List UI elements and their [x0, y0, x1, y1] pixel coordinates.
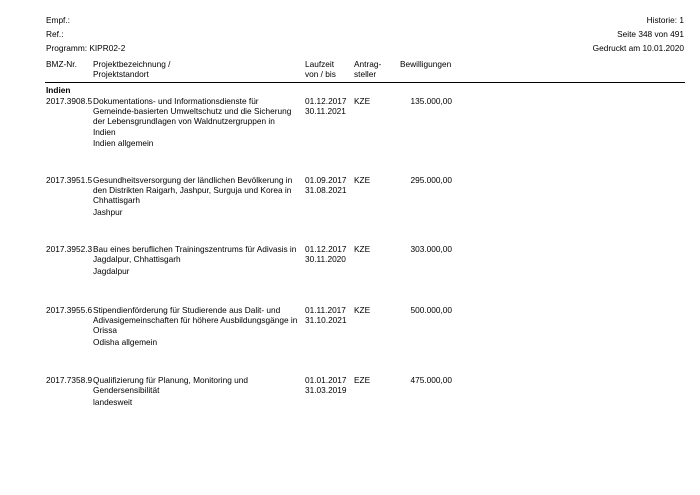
column-header-approvals: Bewilligungen [400, 59, 452, 69]
row-amount: 135.000,00 [410, 96, 452, 106]
row-project-location: Jagdalpur [93, 266, 130, 276]
column-header-project-line1: Projektbezeichnung / [93, 59, 171, 69]
row-title-line: den Distrikten Raigarh, Jashpur, Surguja und Korea in [93, 185, 292, 196]
row-title-line: Jagdalpur, Chhattisgarh [93, 254, 181, 265]
row-bmz-number: 2017.3955.6 [46, 305, 93, 315]
column-header-project [93, 59, 171, 79]
row-bmz-number: 2017.3951.5 [46, 175, 93, 185]
recipient-label: Empf.: [46, 15, 70, 25]
column-header-project-line2: Projektstandort [93, 69, 149, 80]
row-title-line: Adivasigemeinschaften für höhere Ausbildungsgänge in [93, 315, 298, 326]
row-date-from: 01.11.2017 [305, 305, 346, 315]
row-applicant: KZE [354, 244, 371, 254]
row-duration [305, 375, 347, 395]
column-header-applicant-line2: steller [354, 69, 377, 80]
row-duration [305, 96, 347, 116]
column-header-duration-line2: von / bis [305, 69, 336, 80]
history-label: Historie: 1 [646, 15, 684, 25]
row-date-to: 31.10.2021 [305, 315, 347, 326]
row-date-from: 01.12.2017 [305, 96, 347, 106]
row-title-line: Gemeinde-basierten Umweltschutz und die Sicherung [93, 106, 292, 117]
row-project-location: landesweit [93, 397, 133, 407]
row-title-line: Stipendienförderung für Studierende aus Dalit- und [93, 305, 281, 315]
program-label: Programm: KIPR02-2 [46, 43, 126, 53]
row-date-to: 31.08.2021 [305, 185, 347, 196]
page-number: Seite 348 von 491 [617, 29, 684, 39]
row-project-title [93, 375, 248, 395]
row-title-line: Qualifizierung für Planung, Monitoring und [93, 375, 248, 385]
section-heading: Indien [46, 85, 71, 95]
row-project-location: Indien allgemein [93, 138, 154, 148]
row-bmz-number: 2017.3952.3 [46, 244, 93, 254]
row-date-to: 30.11.2021 [305, 106, 346, 117]
row-applicant: KZE [354, 175, 371, 185]
row-project-title [93, 96, 291, 137]
row-title-line: Indien [93, 126, 116, 137]
header-divider [45, 82, 685, 83]
row-applicant: KZE [354, 96, 371, 106]
row-date-to: 31.03.2019 [305, 385, 347, 396]
print-date: Gedruckt am 10.01.2020 [592, 43, 684, 53]
row-project-title [93, 305, 297, 336]
column-header-bmz: BMZ-Nr. [46, 59, 77, 69]
column-header-duration-line1: Laufzeit [305, 59, 335, 69]
row-applicant: EZE [354, 375, 371, 385]
row-duration [305, 305, 347, 325]
row-project-location: Jashpur [93, 207, 123, 217]
row-amount: 303.000,00 [410, 244, 452, 254]
row-duration [305, 244, 347, 264]
row-project-title [93, 244, 296, 264]
row-title-line: Chhattisgarh [93, 195, 141, 206]
reference-label: Ref.: [46, 29, 64, 39]
row-date-from: 01.09.2017 [305, 175, 347, 185]
row-amount: 475.000,00 [410, 375, 452, 385]
row-project-location: Odisha allgemein [93, 337, 158, 347]
row-applicant: KZE [354, 305, 371, 315]
row-title-line: Gendersensibilität [93, 385, 160, 396]
row-date-to: 30.11.2020 [305, 254, 346, 265]
row-duration [305, 175, 347, 195]
row-project-title [93, 175, 292, 206]
row-amount: 500.000,00 [410, 305, 452, 315]
row-bmz-number: 2017.7358.9 [46, 375, 93, 385]
row-bmz-number: 2017.3908.5 [46, 96, 93, 106]
row-title-line: Orissa [93, 325, 117, 336]
column-header-duration [305, 59, 336, 79]
row-title-line: Gesundheitsversorgung der ländlichen Bevölkerung in [93, 175, 293, 185]
row-date-from: 01.01.2017 [305, 375, 347, 385]
row-title-line: Dokumentations- und Informationsdienste für [93, 96, 259, 106]
row-title-line: der Lebensgrundlagen von Waldnutzergruppen in [93, 116, 275, 127]
row-date-from: 01.12.2017 [305, 244, 347, 254]
column-header-applicant-line1: Antrag- [354, 59, 382, 69]
column-header-applicant [354, 59, 381, 79]
row-title-line: Bau eines beruflichen Trainingszentrums für Adivasis in [93, 244, 297, 254]
row-amount: 295.000,00 [410, 175, 452, 185]
